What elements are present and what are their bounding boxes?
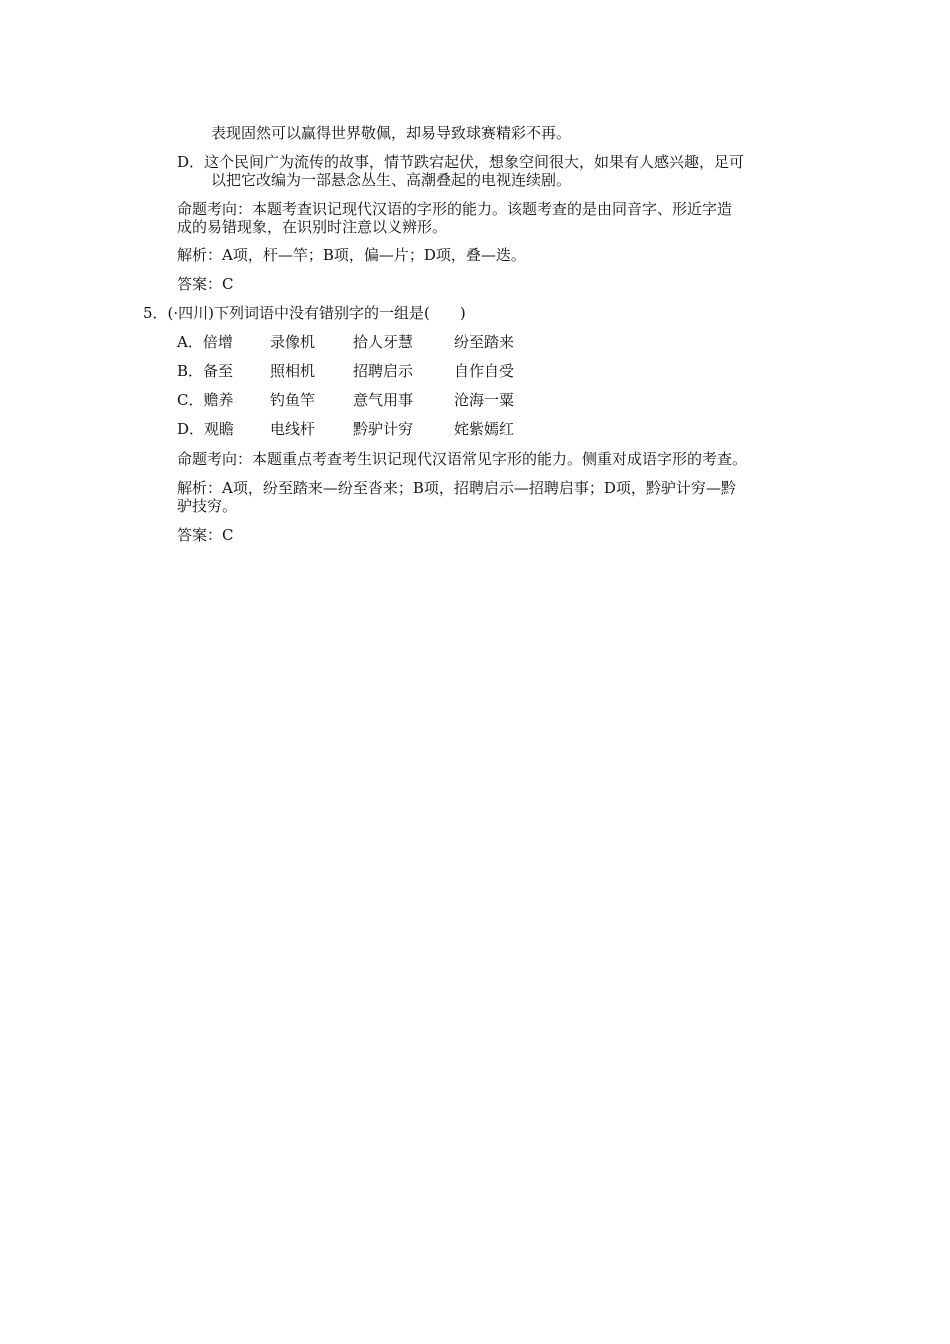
option-d-label: D．观瞻 [177, 420, 235, 438]
option-d-word-3: 黔驴计穷 [353, 420, 414, 438]
option-c-label: C．赡养 [177, 391, 234, 409]
option-d-word-4: 姹紫嫣红 [454, 420, 515, 438]
option-b-word-3: 招聘启示 [353, 362, 414, 380]
option-b-word-2: 照相机 [270, 362, 316, 380]
option-d-word-2: 电线杆 [270, 420, 316, 438]
option-a-label: A．倍增 [177, 333, 233, 351]
option-b-label: B．备至 [177, 362, 234, 380]
intent-line-1: 命题考向：本题考查识记现代汉语的字形的能力。该题考查的是由同音字、形近字造 [177, 200, 733, 218]
intent-line-2: 成的易错现象，在识别时注意以义辨形。 [177, 218, 448, 236]
question-5-answer: 答案：C [177, 526, 234, 544]
answer-line: 答案：C [177, 275, 234, 293]
option-a-word-2: 录像机 [270, 333, 316, 351]
analysis-line: 解析：A项，杆—竿；B项，偏—片；D项，叠—迭。 [177, 246, 526, 264]
option-c-word-2: 钓鱼竿 [270, 391, 316, 409]
option-d-line-1: D．这个民间广为流传的故事，情节跌宕起伏，想象空间很大，如果有人感兴趣，足可 [177, 153, 745, 171]
option-d-line-2: 以把它改编为一部悬念丛生、高潮叠起的电视连续剧。 [211, 171, 572, 189]
question-5-analysis-line-1: 解析：A项，纷至踏来—纷至沓来；B项，招聘启示—招聘启事；D项，黔驴计穷—黔 [177, 479, 736, 497]
option-c-word-4: 沧海一粟 [454, 391, 515, 409]
question-5-stem: 5．(·四川)下列词语中没有错别字的一组是( ) [143, 304, 466, 322]
option-a-word-4: 纷至踏来 [454, 333, 515, 351]
question-5-analysis-line-2: 驴技穷。 [177, 497, 238, 515]
option-c-word-3: 意气用事 [353, 391, 414, 409]
option-a-word-3: 拾人牙慧 [353, 333, 414, 351]
option-c-continuation: 表现固然可以赢得世界敬佩，却易导致球赛精彩不再。 [211, 124, 572, 142]
option-b-word-4: 自作自受 [454, 362, 515, 380]
question-5-intent: 命题考向：本题重点考查考生识记现代汉语常见字形的能力。侧重对成语字形的考查。 [177, 450, 748, 468]
